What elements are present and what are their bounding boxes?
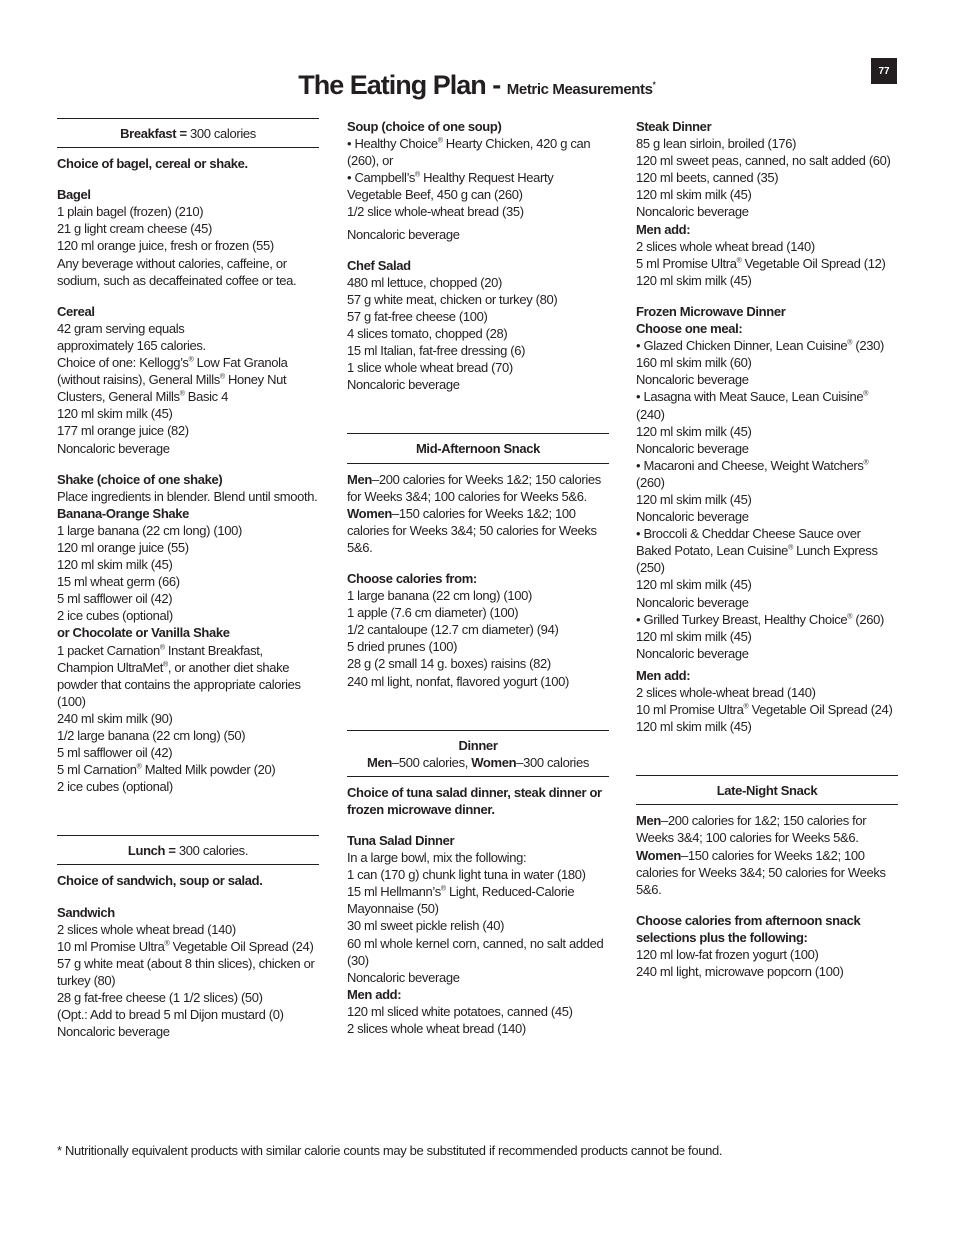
dinner-header: Dinner Men–500 calories, Women–300 calories: [347, 730, 609, 777]
frozen-line: 10 ml Promise Ultra® Vegetable Oil Spread (24): [636, 702, 893, 718]
tuna-line: 1 can (170 g) chunk light tuna in water (180): [347, 867, 586, 883]
soup-line: 1/2 slice whole-wheat bread (35): [347, 204, 524, 220]
tuna-line: Noncaloric beverage: [347, 969, 460, 985]
banana-shake-heading: Banana-Orange Shake: [57, 505, 190, 521]
shake-line: 5 ml safflower oil (42): [57, 591, 173, 607]
column-3: [636, 118, 898, 980]
breakfast-intro: Choice of bagel, cereal or shake.: [57, 156, 248, 172]
steak-line: 85 g lean sirloin, broiled (176): [636, 136, 797, 152]
snack-line: 1/2 cantaloupe (12.7 cm diameter) (94): [347, 622, 559, 638]
soup-heading: Soup (choice of one soup): [347, 119, 502, 134]
chef-salad-line: 1 slice whole wheat bread (70): [347, 360, 513, 376]
steak-line: 120 ml beets, canned (35): [636, 170, 779, 186]
soup-line: • Healthy Choice® Hearty Chicken, 420 g can (260), or: [347, 136, 591, 169]
late-night-line: 120 ml low-fat frozen yogurt (100): [636, 947, 819, 963]
cereal-line: Noncaloric beverage: [57, 440, 170, 456]
steak-line: 2 slices whole wheat bread (140): [636, 238, 815, 254]
snack-line: 240 ml light, nonfat, flavored yogurt (100): [347, 673, 569, 689]
shake-line: 1/2 large banana (22 cm long) (50): [57, 728, 246, 743]
steak-line: 5 ml Promise Ultra® Vegetable Oil Spread (12): [636, 255, 886, 271]
lunch-header-label: Lunch =: [127, 843, 179, 859]
steak-heading: Steak Dinner: [636, 119, 712, 134]
page-number-badge: 77: [871, 58, 897, 84]
cereal-line: 42 gram serving equals: [57, 320, 185, 336]
cereal-line: 120 ml skim milk (45): [57, 406, 173, 422]
frozen-line: Noncaloric beverage: [636, 509, 749, 525]
chef-salad-line: 57 g white meat, chicken or turkey (80): [347, 291, 558, 307]
steak-line: Noncaloric beverage: [636, 204, 749, 220]
soup-line: Noncaloric beverage: [347, 226, 460, 242]
late-night-men: Men–200 calories for 1&2; 150 calories for Weeks 3&4; 100 calories for Weeks 5&6.: [636, 813, 867, 846]
frozen-meal: • Grilled Turkey Breast, Healthy Choice® (260): [636, 611, 884, 627]
frozen-line: 160 ml skim milk (60): [636, 355, 752, 371]
tuna-men-add: Men add:: [347, 986, 402, 1002]
sandwich-heading: Sandwich: [57, 904, 115, 920]
sandwich-line: Noncaloric beverage: [57, 1024, 170, 1040]
bagel-heading: Bagel: [57, 187, 91, 203]
snack-line: 28 g (2 small 14 g. boxes) raisins (82): [347, 656, 551, 672]
frozen-line: 2 slices whole-wheat bread (140): [636, 685, 816, 700]
shake-line: 120 ml skim milk (45): [57, 557, 173, 573]
bagel-line: 1 plain bagel (frozen) (210): [57, 204, 204, 220]
column-1: [57, 118, 319, 1040]
breakfast-header-value: 300 calories: [189, 126, 256, 141]
frozen-line: 120 ml skim milk (45): [636, 719, 752, 735]
cereal-choice: Choice of one: Kellogg’s® Low Fat Granola (without raisins), General Mills® Honey Nut Clusters, General Mills® Basic 4: [57, 355, 288, 405]
frozen-meal: • Broccoli & Cheddar Cheese Sauce over Baked Potato, Lean Cuisine® Lunch Express (250): [636, 526, 878, 576]
frozen-line: Noncaloric beverage: [636, 594, 749, 610]
frozen-choose: Choose one meal:: [636, 321, 743, 337]
frozen-heading: Frozen Microwave Dinner: [636, 303, 786, 319]
frozen-line: Noncaloric beverage: [636, 372, 749, 388]
frozen-meal: • Glazed Chicken Dinner, Lean Cuisine® (230): [636, 338, 884, 354]
shake-line: 5 ml safflower oil (42): [57, 745, 173, 761]
cereal-line: 177 ml orange juice (82): [57, 423, 189, 439]
shake-line: 15 ml wheat germ (66): [57, 574, 180, 590]
late-night-header: Late-Night Snack: [636, 775, 898, 805]
late-night-line: 240 ml light, microwave popcorn (100): [636, 964, 844, 980]
tuna-heading: Tuna Salad Dinner: [347, 833, 455, 848]
frozen-line: 120 ml skim milk (45): [636, 423, 752, 439]
tuna-line: In a large bowl, mix the following:: [347, 850, 527, 866]
tuna-line: 2 slices whole wheat bread (140): [347, 1021, 526, 1037]
breakfast-header-label: Breakfast =: [120, 126, 190, 141]
column-2: [347, 118, 609, 1037]
cereal-heading: Cereal: [57, 303, 95, 319]
shake-line: 2 ice cubes (optional): [57, 608, 173, 624]
tuna-line: 120 ml sliced white potatoes, canned (45): [347, 1003, 573, 1019]
title-footnote-mark: *: [652, 80, 656, 90]
shake-heading: Shake (choice of one shake): [57, 471, 223, 487]
tuna-line: 60 ml whole kernel corn, canned, no salt added (30): [347, 935, 604, 968]
steak-line: 120 ml skim milk (45): [636, 272, 752, 288]
chef-salad-line: 15 ml Italian, fat-free dressing (6): [347, 343, 526, 359]
chef-salad-heading: Chef Salad: [347, 257, 411, 273]
frozen-line: 120 ml skim milk (45): [636, 577, 752, 593]
frozen-line: Noncaloric beverage: [636, 440, 749, 456]
bagel-line: Any beverage without calories, caffeine, or sodium, such as decaffeinated coffee or tea.: [57, 255, 297, 288]
frozen-line: Noncaloric beverage: [636, 645, 749, 661]
snack-line: 1 large banana (22 cm long) (100): [347, 588, 533, 604]
frozen-meal: • Macaroni and Cheese, Weight Watchers® (260): [636, 457, 869, 490]
title-sub: Metric Measurements: [506, 81, 653, 98]
sandwich-line: 28 g fat-free cheese (1 1/2 slices) (50): [57, 990, 263, 1006]
shake-line: 120 ml orange juice (55): [57, 539, 189, 555]
chef-salad-line: 4 slices tomato, chopped (28): [347, 326, 508, 342]
page-title: [0, 70, 954, 101]
shake-line: 2 ice cubes (optional): [57, 779, 173, 795]
mid-afternoon-men: Men–200 calories for Weeks 1&2; 150 calories for Weeks 3&4; 100 calories for Weeks 5&6.: [347, 471, 601, 504]
footnote: * Nutritionally equivalent products with similar calorie counts may be substituted if recommended products cannot be found.: [57, 1143, 723, 1158]
bagel-line: 120 ml orange juice, fresh or frozen (55): [57, 238, 274, 254]
shake-line: 240 ml skim milk (90): [57, 710, 173, 726]
steak-line: 120 ml sweet peas, canned, no salt added (60): [636, 153, 891, 169]
sandwich-line: 57 g white meat (about 8 thin slices), chicken or turkey (80): [57, 955, 315, 988]
soup-line: • Campbell’s® Healthy Request Hearty Vegetable Beef, 450 g can (260): [347, 170, 554, 203]
cereal-line: approximately 165 calories.: [57, 337, 206, 353]
mid-afternoon-women: Women–150 calories for Weeks 1&2; 100 calories for Weeks 3&4; 50 calories for Weeks 5&6.: [347, 505, 597, 555]
late-night-women: Women–150 calories for Weeks 1&2; 100 calories for Weeks 3&4; 50 calories for Weeks 5&6.: [636, 847, 886, 897]
sandwich-line: 2 slices whole wheat bread (140): [57, 921, 236, 937]
choc-shake-heading: or Chocolate or Vanilla Shake: [57, 625, 230, 641]
sandwich-line: 10 ml Promise Ultra® Vegetable Oil Spread (24): [57, 938, 314, 954]
breakfast-header: [57, 118, 319, 148]
dinner-intro: Choice of tuna salad dinner, steak dinner or frozen microwave dinner.: [347, 784, 602, 817]
choc-shake-packet: 1 packet Carnation® Instant Breakfast, Champion UltraMet®, or another diet shake powder that contains the appropriate calories (100): [57, 642, 301, 709]
lunch-intro: Choice of sandwich, soup or salad.: [57, 873, 263, 889]
frozen-meal: • Lasagna with Meat Sauce, Lean Cuisine® (240): [636, 389, 869, 422]
mid-afternoon-choose: Choose calories from:: [347, 570, 477, 586]
tuna-line: 30 ml sweet pickle relish (40): [347, 918, 505, 934]
mid-afternoon-header: Mid-Afternoon Snack: [347, 433, 609, 463]
bagel-line: 21 g light cream cheese (45): [57, 221, 212, 237]
steak-men-add: Men add:: [636, 221, 691, 237]
snack-line: 1 apple (7.6 cm diameter) (100): [347, 605, 519, 621]
lunch-header-value: 300 calories.: [178, 843, 249, 859]
frozen-men-add: Men add:: [636, 667, 691, 683]
frozen-line: 120 ml skim milk (45): [636, 628, 752, 644]
shake-line: 5 ml Carnation® Malted Milk powder (20): [57, 762, 276, 778]
sandwich-line: (Opt.: Add to bread 5 ml Dijon mustard (0): [57, 1007, 284, 1023]
shake-line: 1 large banana (22 cm long) (100): [57, 522, 243, 538]
chef-salad-line: 57 g fat-free cheese (100): [347, 308, 488, 324]
title-main: The Eating Plan -: [298, 70, 507, 100]
tuna-line: 15 ml Hellmann’s® Light, Reduced-Calorie Mayonnaise (50): [347, 884, 575, 917]
lunch-header: [57, 835, 319, 865]
steak-line: 120 ml skim milk (45): [636, 187, 752, 203]
snack-line: 5 dried prunes (100): [347, 639, 458, 655]
chef-salad-line: 480 ml lettuce, chopped (20): [347, 274, 502, 290]
frozen-line: 120 ml skim milk (45): [636, 491, 752, 507]
shake-instruction: Place ingredients in blender. Blend until smooth.: [57, 488, 318, 504]
chef-salad-line: Noncaloric beverage: [347, 377, 460, 393]
late-night-choose: Choose calories from afternoon snack selections plus the following:: [636, 912, 861, 945]
